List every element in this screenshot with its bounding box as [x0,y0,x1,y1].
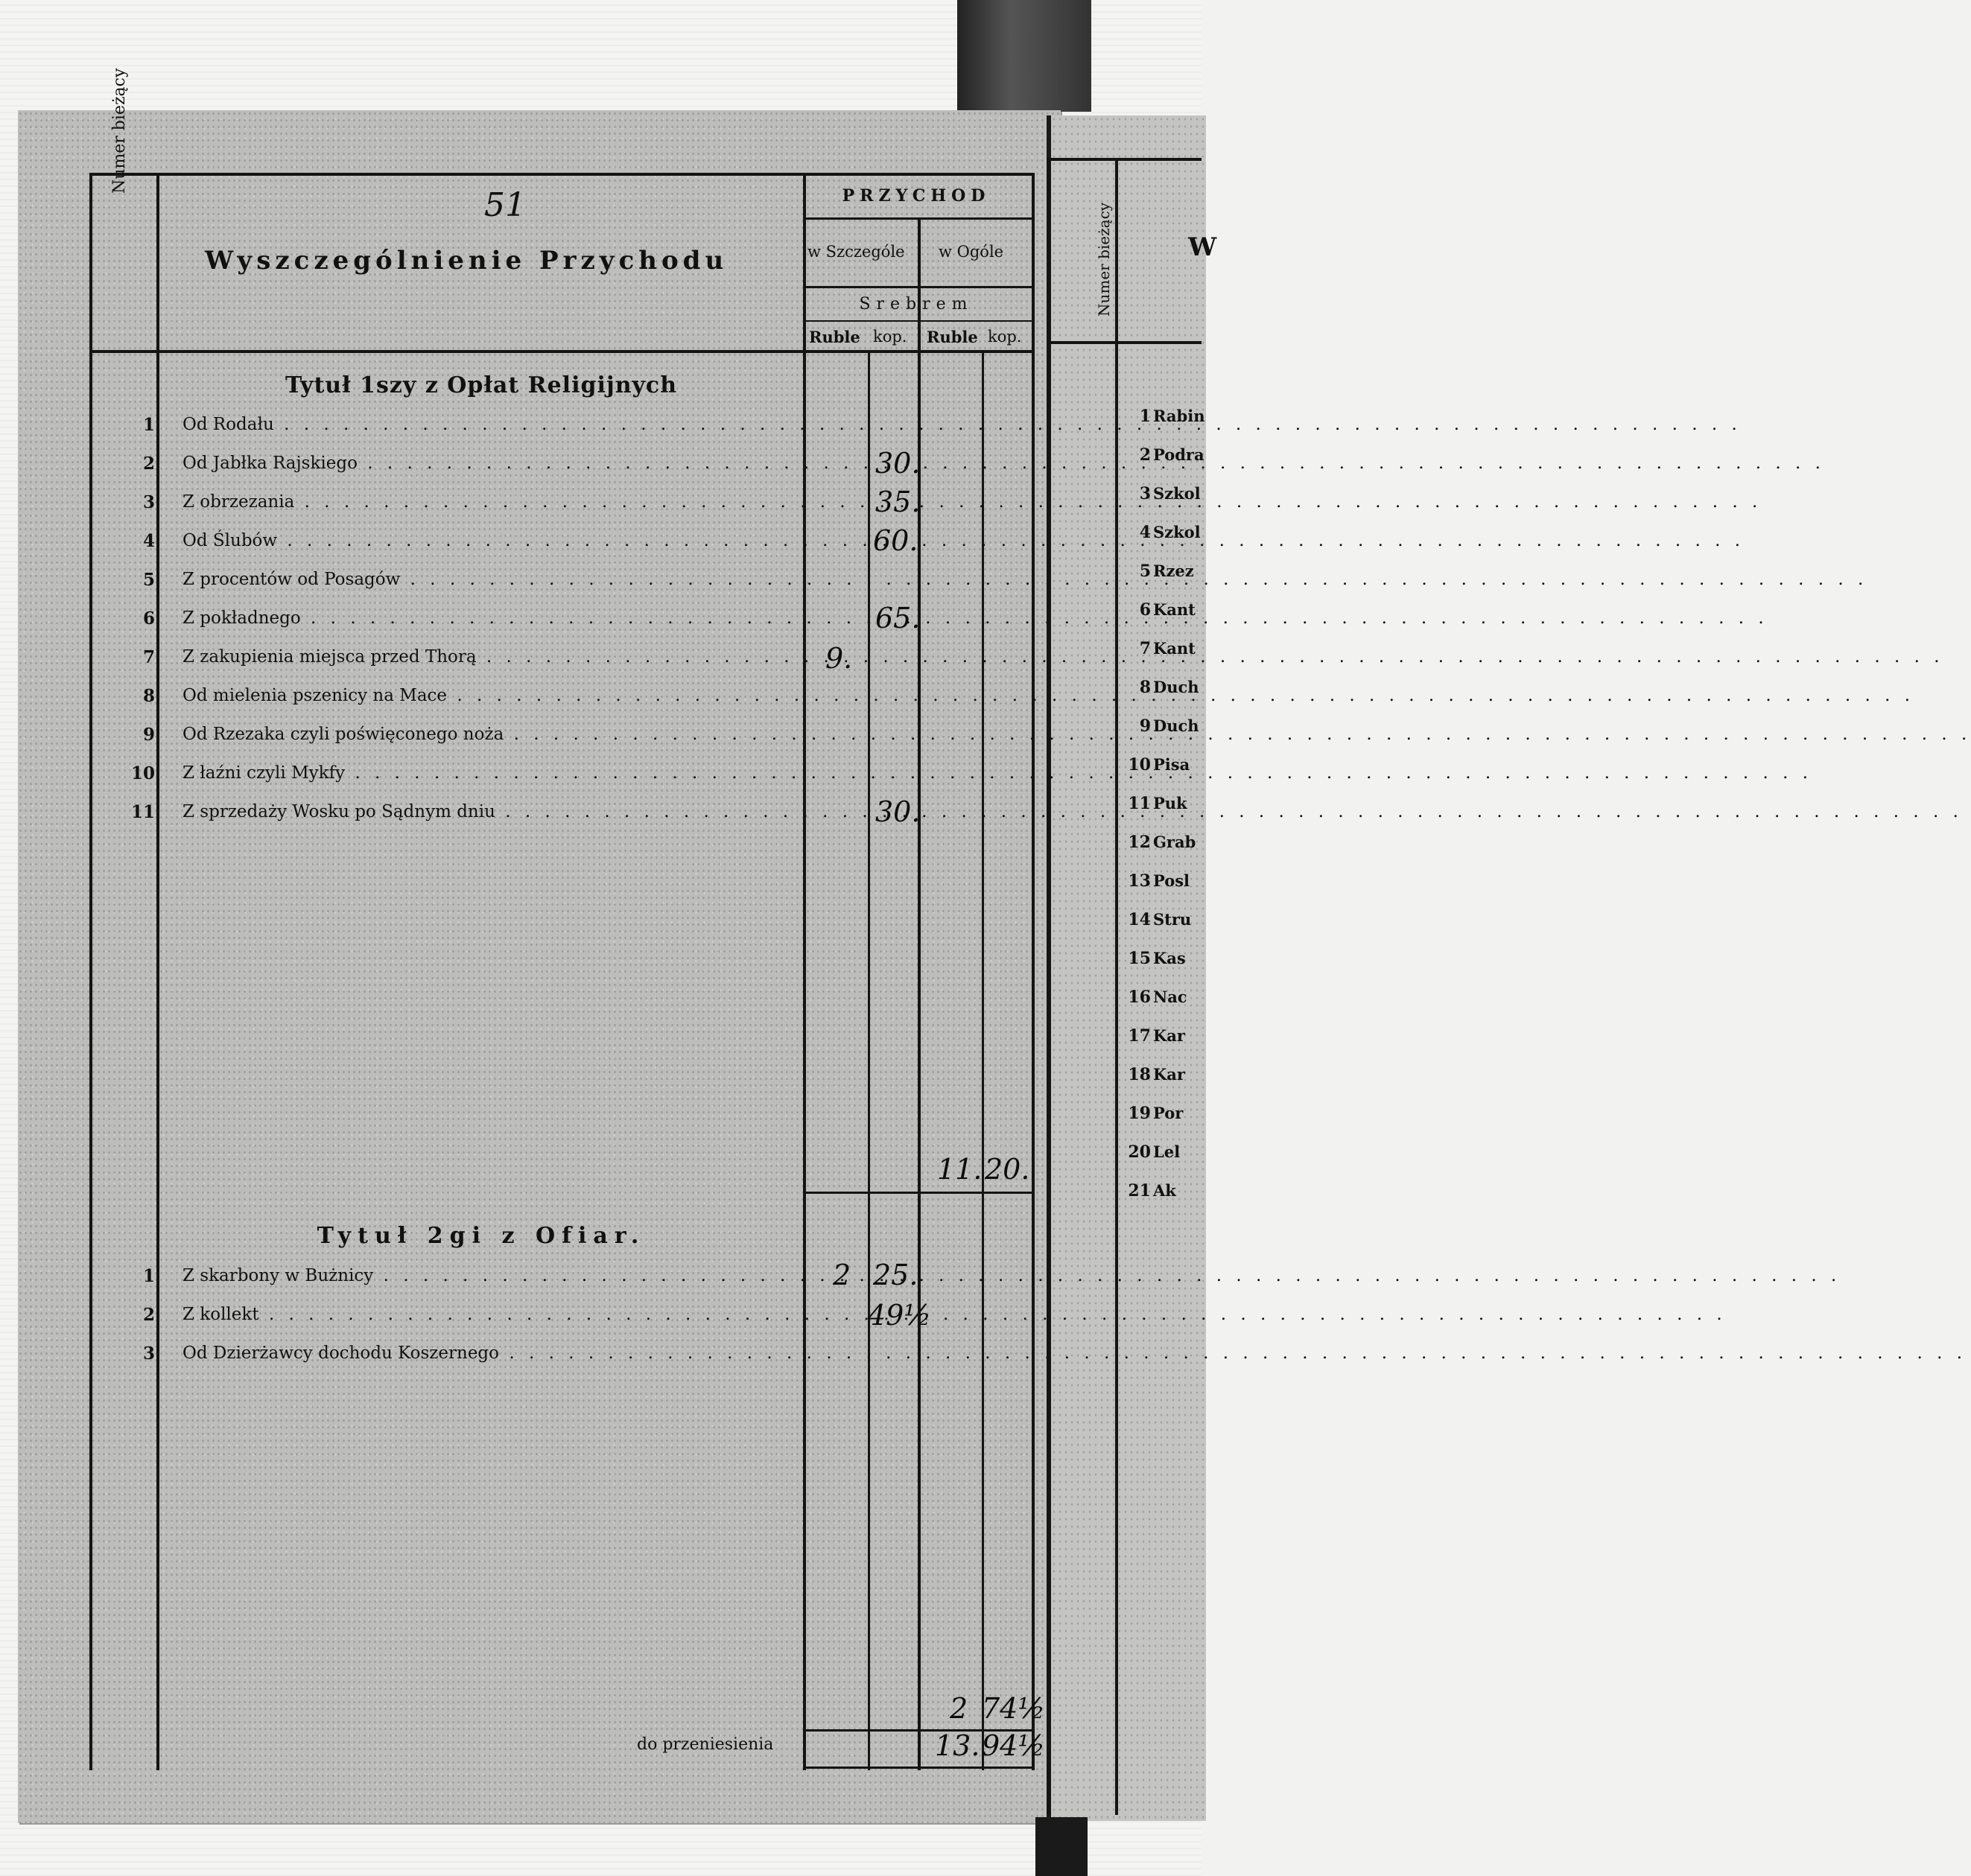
table-row [112,686,804,716]
binding-strip-bottom [1035,1817,1088,1876]
row-number: 8 [142,686,155,706]
frame-przychod-line [803,217,1035,220]
right-row-number: 10 [1128,755,1151,775]
row-number: 2 [142,1305,155,1325]
right-row-number: 16 [1128,988,1151,1007]
row-number: 3 [142,1344,155,1364]
right-row-number: 5 [1139,562,1151,581]
right-row-label: Kar [1153,1026,1185,1045]
right-row-label: Rzez [1153,562,1194,580]
right-row-number: 14 [1128,910,1151,929]
table-row [112,1266,804,1296]
frame-right-border [1032,173,1035,1770]
table-row [112,1305,804,1335]
row-number: 10 [130,763,155,783]
section1-title: Tytuł 1szy z Opłat Religijnych [285,372,678,398]
section2-total-rub: 2 [950,1692,968,1725]
right-row-label: Stru [1153,910,1192,929]
number-column-header: Numer bieżący [110,68,129,194]
row-number: 2 [142,454,155,474]
section1-total-kop: 20. [985,1153,1030,1186]
right-row-label: Nac [1153,988,1187,1006]
row-label: Od Dzierżawcy dochodu Koszernego . . . [182,1344,894,1363]
right-row-label: Rabin [1153,407,1205,425]
table-row [112,647,804,677]
table-row [112,454,804,483]
right-row-label: Kas [1153,949,1186,967]
table-row [112,763,804,793]
table-title: Wyszczególnienie Przychodu [205,246,729,276]
right-row-number: 4 [1139,523,1151,542]
frame-silver-line [803,320,1035,322]
carry-forward-rub: 13. [935,1729,980,1762]
ledger-page-right [1047,115,1206,1821]
right-row-number: 6 [1139,600,1151,620]
row-label: Z obrzezania . . . [182,492,894,512]
carry-forward-kop: 94½ [982,1729,1046,1762]
section2-total-kop: 74½ [982,1692,1046,1725]
amount-kop: 60. [873,524,918,557]
amount-rub: 2 [833,1259,851,1291]
right-row-label: Kant [1153,639,1196,658]
row-number: 7 [142,647,155,667]
frame-detail-line [803,286,1035,288]
right-row-number: 2 [1139,445,1151,465]
row-label: Od Ślubów . . . [182,531,894,550]
right-row-label: Puk [1153,794,1187,813]
right-row-label: Duch [1153,678,1199,696]
amount-kop: 30. [875,447,921,480]
row-number: 9 [142,725,155,745]
right-row-label: Ak [1153,1181,1176,1200]
row-label: Z kollekt . . . [182,1305,894,1324]
right-row-label: Szkol [1153,484,1201,503]
right-row-label: Posl [1153,871,1190,890]
table-row [112,725,804,754]
right-row-number: 7 [1139,639,1151,658]
right-row-label: Podra [1153,445,1204,464]
right-row-number: 21 [1128,1181,1151,1201]
amount-kop: 25. [873,1259,918,1291]
right-row-number: 3 [1139,484,1151,503]
page-number: 51 [484,186,526,224]
frame-header-bottom [89,350,1035,353]
in-total-header: w Ogóle [939,243,1004,261]
table-row [112,1344,804,1373]
right-row-number: 13 [1128,871,1151,891]
amount-rub: 9. [825,642,853,675]
row-label: Z zakupienia miejsca przed Thorą . . . [182,647,894,667]
income-header: PRZYCHOD [842,186,991,206]
right-row-number: 11 [1128,794,1151,813]
right-row-number: 12 [1128,833,1151,852]
row-label: Od Jabłka Rajskiego . . . [182,454,894,473]
rubles-header-2: Ruble [927,328,978,346]
right-row-number: 15 [1128,949,1151,968]
kopecks-header-1: kop. [873,328,907,346]
row-number: 11 [130,802,155,822]
frame-number-divider [156,173,159,1770]
section1-total-line [803,1192,1035,1194]
row-label: Z sprzedaży Wosku po Sądnym dniu . . . [182,802,894,821]
right-row-number: 20 [1128,1142,1151,1162]
right-row-label: Kant [1153,600,1196,619]
row-label: Od mielenia pszenicy na Mace . . . [182,686,894,705]
carry-line [803,1767,1035,1769]
frame-top-border [89,173,1035,176]
amount-kop: 35. [875,486,921,518]
amount-kop: 30. [875,795,921,828]
row-number: 1 [142,1266,155,1286]
right-frame-header-bottom [1047,341,1202,344]
table-row [112,802,804,832]
right-row-number: 9 [1139,716,1151,736]
row-label: Od Rzezaka czyli poświęconego noża . . . [182,725,894,744]
row-label: Z łaźni czyli Mykfy . . . [182,763,894,783]
right-frame-top-border [1047,158,1202,161]
right-frame-left-border [1047,158,1050,1815]
kopecks-header-2: kop. [988,328,1022,346]
right-row-label: Szkol [1153,523,1201,541]
ledger-page-left [18,110,1061,1823]
frame-kop1-divider [868,352,870,1770]
row-number: 3 [142,492,155,512]
row-label: Z pokładnego . . . [182,608,894,628]
table-row [112,492,804,522]
right-row-number: 17 [1128,1026,1151,1046]
right-row-label: Duch [1153,716,1199,735]
row-number: 6 [142,608,155,629]
row-label: Od Rodału . . . [182,415,894,434]
right-row-number: 18 [1128,1065,1151,1084]
row-number: 5 [142,570,155,590]
binding-strip-top [957,0,1091,112]
right-row-label: Lel [1153,1142,1181,1161]
carry-forward-label: do przeniesienia [637,1735,774,1754]
section1-total-rub: 11. [937,1153,983,1186]
table-row [112,531,804,561]
right-row-number: 19 [1128,1104,1151,1123]
row-number: 4 [142,531,155,551]
row-number: 1 [142,415,155,435]
rubles-header-1: Ruble [809,328,860,346]
in-detail-header: w Szczególe [807,243,905,261]
right-row-label: Por [1153,1104,1184,1122]
table-row [112,415,804,445]
table-row [112,608,804,638]
amount-kop: 65. [875,602,921,635]
frame-description-divider [803,173,806,1770]
row-label: Z skarbony w Bużnicy . . . [182,1266,894,1285]
right-row-number: 8 [1139,678,1151,697]
amount-kop: 49½ [868,1299,932,1332]
right-row-number: 1 [1139,407,1151,426]
right-table-title: W [1188,232,1217,262]
section2-title: Tytuł 2gi z Ofiar. [317,1223,646,1249]
right-row-label: Grab [1153,833,1196,851]
silver-header: Srebrem [859,295,974,314]
row-label: Z procentów od Posagów . . . [182,570,894,589]
right-row-label: Kar [1153,1065,1185,1084]
right-number-column-header: Numer bieżący [1095,202,1113,317]
table-row [112,570,804,600]
right-row-label: Pisa [1153,755,1190,774]
frame-left-border [89,173,92,1770]
frame-kop2-divider [982,352,984,1770]
